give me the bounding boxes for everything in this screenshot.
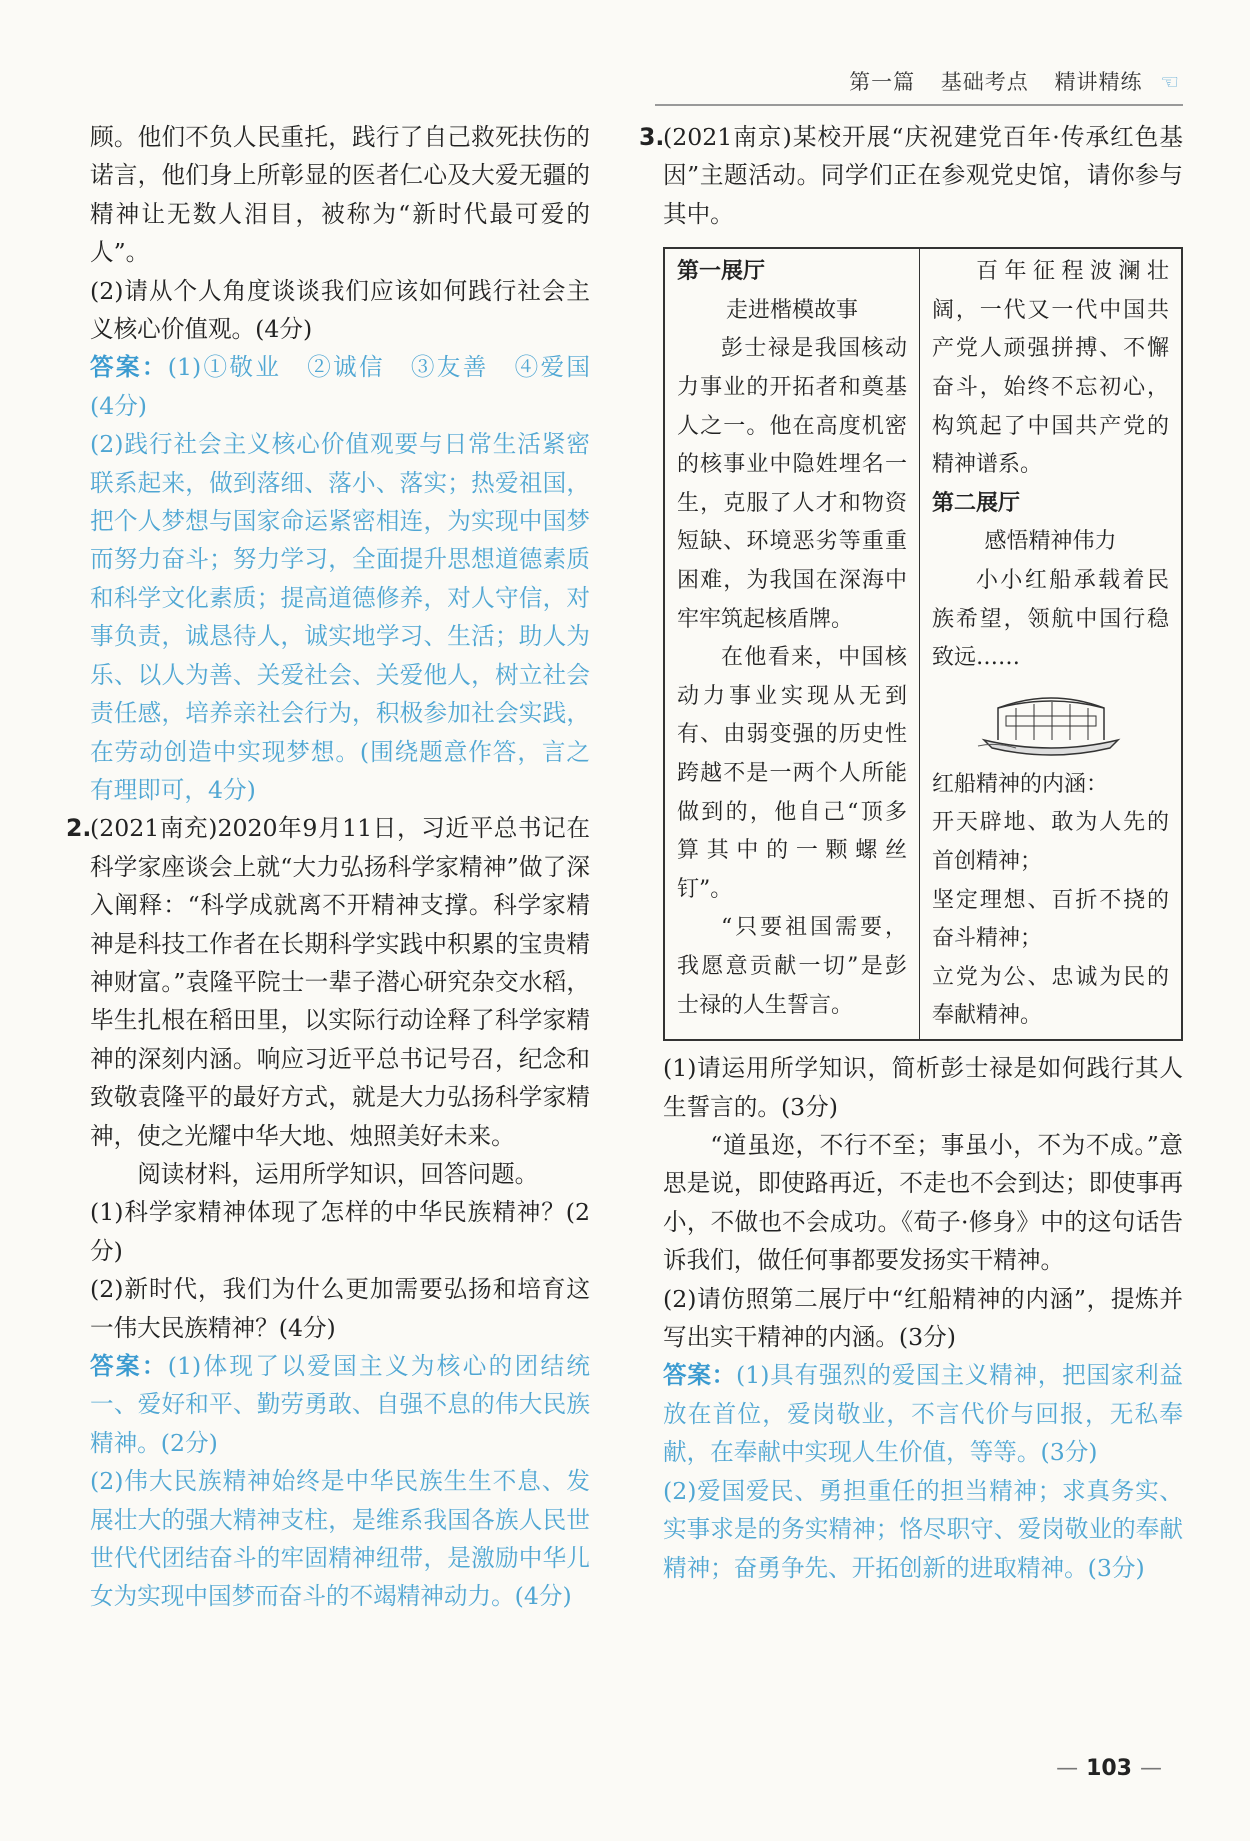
intro-paragraph: 百年征程波澜壮阔，一代又一代中国共产党人顽强拼搏、不懈奋斗，始终不忘初心，构筑起了中国共产党的精神谱系。	[932, 259, 1169, 478]
hall-2-spirit-2: 坚定理想、百折不挠的奋斗精神；	[932, 887, 1169, 952]
hall-1-paragraph-1: 彭士禄是我国核动力事业的开拓者和奠基人之一。他在高度机密的核事业中隐姓埋名一生，克服了人才和物资短缺、环境恶劣等重重困难，为我国在深海中牢牢筑起核盾牌。	[677, 336, 907, 632]
hall-1-title: 第一展厅	[677, 259, 766, 285]
q2-answer-1: 答案：(1)体现了以爱国主义为核心的团结统一、爱好和平、勤劳勇敢、自强不息的伟大民族精神。(2分)	[90, 1352, 590, 1457]
header-mode: 精讲精练	[1054, 70, 1143, 94]
q1-answer-2: (2)践行社会主义核心价值观要与日常生活紧密联系起来，做到落细、落小、落实；热爱祖国，把个人梦想与国家命运紧密相连，为实现中国梦而努力奋斗；努力学习，全面提升思想道德素质和科学文化素质；提高道德修养，对人守信，对事负责，诚恳待人，诚实地学习、生活；助人为乐、以人为善、关爱社会、关爱他人，树立社会责任感，培养亲社会行为，积极参加社会实践，在劳动创造中实现梦想。(围绕题意作答，言之有理即可，4分)	[90, 430, 590, 804]
q3-subquestion-1: (1)请运用所学知识，简析彭士禄是如何践行其人生誓言的。(3分)	[663, 1054, 1183, 1121]
q3-answer-2: (2)爱国爱民、勇担重任的担当精神；求真务实、实事求是的务实精神；恪尽职守、爱岗敬业的奉献精神；奋勇争先、开拓创新的进取精神。(3分)	[663, 1476, 1183, 1582]
q3-subquestion-2: (2)请仿照第二展厅中“红船精神的内涵”，提炼并写出实干精神的内涵。(3分)	[663, 1284, 1183, 1352]
right-column	[639, 118, 1184, 1587]
hall-1-paragraph-3: “只要祖国需要，我愿意贡献一切”是彭士禄的人生誓言。	[677, 915, 907, 1018]
q1-subquestion-2: (2)请从个人角度谈谈我们应该如何践行社会主义核心价值观。(4分)	[90, 276, 590, 344]
exhibition-table	[663, 247, 1183, 1041]
left-column	[66, 118, 614, 1616]
q2-subquestion-1: (1)科学家精神体现了怎样的中华民族精神？(2分)	[90, 1198, 590, 1265]
q3-quote: “道虽迩，不行不至；事虽小，不为不成。”意思是说，即使路再近，不走也不会到达；即使事再小，不做也不会成功。《荀子·修身》中的这句话告诉我们，做任何事都要发扬实干精神。	[663, 1131, 1183, 1275]
question-3: 3. (2021南京)某校开展“庆祝建党百年·传承红色基因”主题活动。同学们正在参观党史馆，请你参与其中。	[663, 118, 1183, 233]
hall-2-paragraph-1: 小小红船承载着民族希望，领航中国行稳致远……	[932, 567, 1169, 671]
hall-1-cell	[665, 249, 920, 1039]
q1-answer-1: 答案：(1)①敬业 ②诚信 ③友善 ④爱国 (4分)	[90, 353, 614, 420]
answer-label: 答案：	[663, 1361, 736, 1390]
pointing-hand-icon: ☜	[1160, 70, 1180, 94]
q2-subquestion-2: (2)新时代，我们为什么更加需要弘扬和培育这一伟大民族精神？(4分)	[90, 1275, 590, 1342]
hall-1-paragraph-2: 在他看来，中国核动力事业实现从无到有、由弱变强的历史性跨越不是一两个人所能做到的，他自己“顶多算其中的一颗螺丝钉”。	[677, 645, 907, 902]
answer-label: 答案：	[90, 353, 168, 382]
hall-2-subtitle: 感悟精神伟力	[984, 529, 1117, 555]
question-number: 2.	[66, 814, 92, 843]
hall-2-cell	[920, 249, 1181, 1039]
hall-2-spirit-1: 开天辟地、敢为人先的首创精神；	[932, 810, 1169, 874]
red-boat-icon	[976, 684, 1126, 762]
question-number: 3.	[639, 123, 665, 151]
header-part: 第一篇	[849, 70, 916, 94]
hall-2-spirit-3: 立党为公、忠诚为民的奉献精神。	[932, 964, 1169, 1029]
page-header	[831, 66, 1180, 96]
q3-answer-1: 答案：(1)具有强烈的爱国主义精神，把国家利益放在首位，爱岗敬业，不言代价与回报，无私奉献，在奉献中实现人生价值，等等。(3分)	[663, 1361, 1184, 1467]
hall-2-title: 第二展厅	[932, 490, 1021, 516]
hall-1-subtitle: 走进楷模故事	[725, 297, 858, 323]
page-number: — 103 —	[1056, 1756, 1162, 1781]
answer-label: 答案：	[90, 1352, 168, 1380]
header-section: 基础考点	[940, 70, 1029, 94]
header-divider	[655, 104, 1183, 106]
q2-instruction: 阅读材料，运用所学知识，回答问题。	[137, 1159, 539, 1188]
q1-tail: 顾。他们不负人民重托，践行了自己救死扶伤的诺言，他们身上所彰显的医者仁心及大爱无疆的精神让无数人泪目，被称为“新时代最可爱的人”。	[90, 123, 590, 267]
question-2: 2. (2021南充)2020年9月11日，习近平总书记在科学家座谈会上就“大力弘扬科学家精神”做了深入阐释：“科学成就离不开精神支撑。科学家精神是科技工作者在长期科学实践中积累的宝贵精神财富。”袁隆平院士一辈子潜心研究杂交水稻，毕生扎根在稻田里，以实际行动诠释了科学家精神的深刻内涵。响应习近平总书记号召，纪念和致敬袁隆平的最好方式，就是大力弘扬科学家精神，使之光耀中华大地、烛照美好未来。	[90, 809, 590, 1155]
q2-answer-2: (2)伟大民族精神始终是中华民族生生不息、发展壮大的强大精神支柱，是维系我国各族人民世世代代团结奋斗的牢固精神纽带，是激励中华儿女为实现中国梦而奋斗的不竭精神动力。(4分)	[90, 1467, 590, 1611]
hall-2-spirit-label: 红船精神的内涵：	[932, 771, 1109, 797]
